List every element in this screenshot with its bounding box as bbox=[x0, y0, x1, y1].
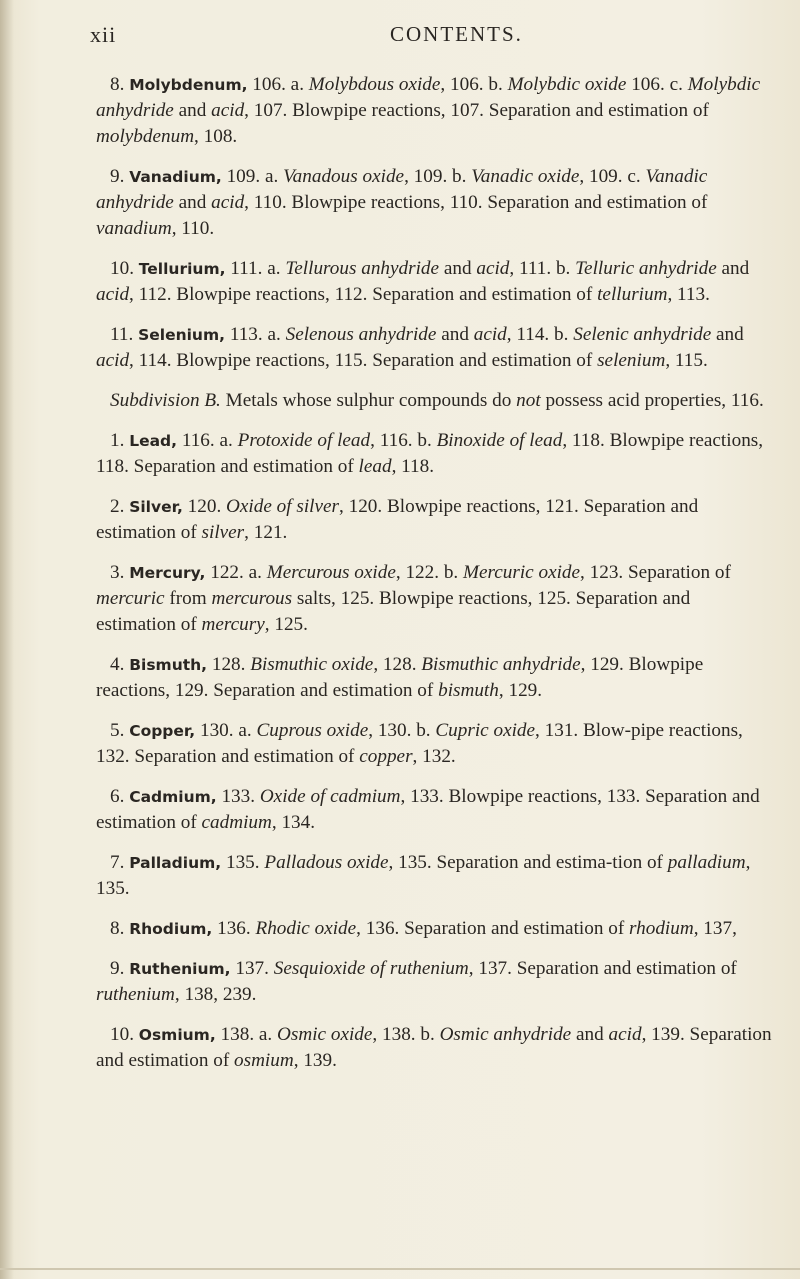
entry-text: , 111. b. bbox=[509, 258, 576, 279]
entry-text: , 120. Blowpipe reactions, 121. Separation and estimation of bbox=[96, 496, 699, 543]
entry-heading: Lead, bbox=[129, 432, 178, 450]
entry-italic-text: Palladous oxide bbox=[264, 852, 389, 873]
entry-text: , 139. Separation and estimation of bbox=[96, 1024, 772, 1071]
entry-text: and bbox=[571, 1024, 609, 1045]
entry-text: , 118. bbox=[391, 456, 435, 477]
entry-italic-text: mercuric bbox=[96, 588, 165, 609]
entry-italic-text: Vanadous oxide bbox=[283, 166, 405, 187]
entry-text: , 112. Blowpipe reactions, 112. Separation and estimation of bbox=[129, 284, 598, 305]
entry-text: , 114. Blowpipe reactions, 115. Separation and estimation of bbox=[129, 350, 598, 371]
entry-italic-text: acid bbox=[96, 350, 130, 371]
entry-text: 6. bbox=[110, 786, 130, 807]
contents-entry bbox=[96, 784, 772, 836]
entry-text: , 130. b. bbox=[368, 720, 436, 741]
entry-italic-text: Oxide of cadmium bbox=[259, 786, 401, 807]
entry-text: , 121. bbox=[244, 522, 288, 543]
entry-text: 137. bbox=[230, 958, 274, 979]
entry-italic-text: bismuth bbox=[438, 680, 499, 701]
entry-heading: Tellurium, bbox=[138, 260, 226, 278]
entry-text: 10. bbox=[110, 1024, 139, 1045]
entry-text: , 114. b. bbox=[506, 324, 574, 345]
entry-italic-text: copper bbox=[359, 746, 413, 767]
entry-text: , 116. b. bbox=[370, 430, 437, 451]
entry-text: Metals whose sulphur compounds do bbox=[220, 390, 517, 411]
entry-text: 113. a. bbox=[225, 324, 286, 345]
entry-text: and bbox=[436, 324, 474, 345]
entry-text: , 136. Separation and estimation of bbox=[356, 918, 630, 939]
entry-heading: Selenium, bbox=[138, 326, 226, 344]
entry-text: , 132. bbox=[412, 746, 456, 767]
entry-text: 2. bbox=[110, 496, 130, 517]
entry-text: , 128. bbox=[373, 654, 422, 675]
entry-text: , 129. Blowpipe reactions, 129. Separation and estimation of bbox=[96, 654, 704, 701]
entry-text: 3. bbox=[110, 562, 130, 583]
entry-text: possess acid properties, 116. bbox=[540, 390, 764, 411]
entry-text: , 139. bbox=[293, 1050, 337, 1071]
entry-text: 11. bbox=[110, 324, 139, 345]
entry-italic-text: vanadium bbox=[96, 218, 172, 239]
entry-italic-text: Selenous anhydride bbox=[285, 324, 437, 345]
entry-heading: Cadmium, bbox=[129, 788, 217, 806]
entry-text: , 137, bbox=[693, 918, 737, 939]
entry-italic-text: Oxide of silver bbox=[226, 496, 339, 517]
entry-heading: Rhodium, bbox=[129, 920, 213, 938]
entry-text: 128. bbox=[207, 654, 251, 675]
entry-text: 122. a. bbox=[205, 562, 267, 583]
entry-text: 9. bbox=[110, 958, 130, 979]
entry-italic-text: ruthenium bbox=[96, 984, 175, 1005]
page-header bbox=[90, 22, 770, 52]
entry-text: 8. bbox=[110, 74, 130, 95]
entry-text: salts, 125. Blowpipe reactions, 125. Separation and estimation of bbox=[96, 588, 691, 635]
contents-entry bbox=[96, 256, 772, 308]
entry-heading: Vanadium, bbox=[129, 168, 222, 186]
entry-text: 136. bbox=[212, 918, 256, 939]
entry-text: 106. a. bbox=[247, 74, 309, 95]
contents-entry bbox=[96, 72, 772, 150]
entry-text: , 109. b. bbox=[404, 166, 472, 187]
entry-text: and bbox=[716, 258, 750, 279]
entry-text: 133. bbox=[216, 786, 260, 807]
contents-entry bbox=[96, 652, 772, 704]
entry-italic-text: acid bbox=[211, 192, 245, 213]
entry-text: 111. a. bbox=[225, 258, 286, 279]
contents-entry bbox=[96, 560, 772, 638]
contents-entry bbox=[96, 322, 772, 374]
entry-italic-text: acid bbox=[211, 100, 245, 121]
entry-italic-text: molybdenum bbox=[96, 126, 195, 147]
entry-italic-text: Cupric oxide bbox=[435, 720, 536, 741]
entry-text: , 109. c. bbox=[579, 166, 646, 187]
entry-italic-text: Molybdic oxide bbox=[507, 74, 627, 95]
entry-italic-text: Bismuthic oxide bbox=[250, 654, 374, 675]
entry-text: , 133. Blowpipe reactions, 133. Separation and estimation of bbox=[96, 786, 760, 833]
entry-heading: Palladium, bbox=[129, 854, 222, 872]
entry-text: , 106. b. bbox=[440, 74, 508, 95]
entry-text: 120. bbox=[182, 496, 227, 517]
entry-text: , 138, 239. bbox=[174, 984, 257, 1005]
contents-entry bbox=[96, 494, 772, 546]
entry-text: 9. bbox=[110, 166, 130, 187]
entry-italic-text: osmium bbox=[234, 1050, 294, 1071]
entry-text: and bbox=[711, 324, 744, 345]
entry-text: 7. bbox=[110, 852, 130, 873]
entry-italic-text: Osmic anhydride bbox=[439, 1024, 572, 1045]
entry-text: , 138. b. bbox=[372, 1024, 440, 1045]
entry-italic-text: Bismuthic anhydride bbox=[421, 654, 581, 675]
entry-italic-text: mercurous bbox=[211, 588, 293, 609]
entry-text: from bbox=[164, 588, 212, 609]
entry-text: 109. a. bbox=[221, 166, 284, 187]
contents-entry bbox=[96, 388, 772, 414]
contents-entry bbox=[96, 916, 772, 942]
entry-italic-text: Sesquioxide of ruthenium bbox=[273, 958, 469, 979]
entry-italic-text: Molybdous oxide bbox=[308, 74, 441, 95]
entry-text: , 107. Blowpipe reactions, 107. Separation and estimation of bbox=[244, 100, 709, 121]
entry-italic-text: not bbox=[516, 390, 541, 411]
entry-text: , 135. bbox=[96, 852, 751, 899]
entry-italic-text: Rhodic oxide bbox=[255, 918, 357, 939]
running-title: CONTENTS. bbox=[390, 22, 523, 46]
entry-text: , 115. bbox=[665, 350, 708, 371]
entry-text: 5. bbox=[110, 720, 130, 741]
entry-text: 130. a. bbox=[195, 720, 257, 741]
contents-entry bbox=[96, 850, 772, 902]
entry-text: 138. a. bbox=[215, 1024, 278, 1045]
entry-text: , 135. Separation and estima-tion of bbox=[388, 852, 668, 873]
entry-italic-text: Selenic anhydride bbox=[573, 324, 712, 345]
contents-entry bbox=[96, 956, 772, 1008]
entry-italic-text: Mercuric oxide bbox=[463, 562, 581, 583]
entry-text: , 122. b. bbox=[395, 562, 464, 583]
entry-text: , 118. Blowpipe reactions, 118. Separation and estimation of bbox=[96, 430, 764, 477]
entry-italic-text: acid bbox=[96, 284, 130, 305]
entry-italic-text: Molybdic anhydride bbox=[96, 74, 761, 121]
entry-italic-text: acid bbox=[476, 258, 510, 279]
entry-text: 116. a. bbox=[177, 430, 238, 451]
entry-italic-text: Mercurous oxide bbox=[266, 562, 396, 583]
entry-text: and bbox=[173, 192, 212, 213]
contents-entry bbox=[96, 428, 772, 480]
entry-italic-text: Cuprous oxide bbox=[256, 720, 369, 741]
entry-text: 106. c. bbox=[626, 74, 688, 95]
contents-list bbox=[96, 72, 772, 1088]
entry-text: , 134. bbox=[271, 812, 316, 833]
entry-italic-text: Protoxide of lead bbox=[237, 430, 371, 451]
entry-text: , 123. Separation of bbox=[580, 562, 731, 583]
entry-text: , 137. Separation and estimation of bbox=[468, 958, 737, 979]
entry-text: , 131. Blow-pipe reactions, 132. Separation and estimation of bbox=[96, 720, 743, 767]
entry-italic-text: Binoxide of lead bbox=[436, 430, 563, 451]
entry-text: , 110. Blowpipe reactions, 110. Separation and estimation of bbox=[244, 192, 708, 213]
entry-text: 10. bbox=[110, 258, 139, 279]
entry-italic-text: selenium bbox=[597, 350, 666, 371]
entry-text: 1. bbox=[110, 430, 130, 451]
entry-heading: Mercury, bbox=[129, 564, 206, 582]
entry-italic-text: Vanadic anhydride bbox=[96, 166, 708, 213]
entry-text: , 113. bbox=[667, 284, 710, 305]
entry-text: , 110. bbox=[171, 218, 215, 239]
entry-italic-text: rhodium bbox=[629, 918, 694, 939]
entry-italic-text: tellurium bbox=[597, 284, 668, 305]
entry-italic-text: Osmic oxide bbox=[277, 1024, 373, 1045]
entry-italic-text: cadmium bbox=[201, 812, 272, 833]
contents-entry bbox=[96, 164, 772, 242]
entry-italic-text: palladium bbox=[667, 852, 746, 873]
entry-text: and bbox=[439, 258, 477, 279]
contents-entry bbox=[96, 1022, 772, 1074]
entry-text: 4. bbox=[110, 654, 130, 675]
entry-italic-text: lead bbox=[358, 456, 392, 477]
entry-text: 8. bbox=[110, 918, 130, 939]
entry-italic-text: Vanadic oxide bbox=[471, 166, 580, 187]
entry-heading: Silver, bbox=[129, 498, 183, 516]
contents-entry bbox=[96, 718, 772, 770]
entry-italic-text: mercury bbox=[201, 614, 265, 635]
entry-italic-text: Subdivision B. bbox=[110, 390, 221, 411]
entry-heading: Ruthenium, bbox=[129, 960, 231, 978]
binding-shadow bbox=[0, 0, 14, 1279]
page-bottom-edge bbox=[0, 1268, 800, 1270]
entry-heading: Osmium, bbox=[138, 1026, 216, 1044]
entry-italic-text: acid bbox=[473, 324, 507, 345]
entry-italic-text: acid bbox=[608, 1024, 642, 1045]
entry-heading: Copper, bbox=[129, 722, 196, 740]
page-number: xii bbox=[90, 22, 117, 47]
entry-heading: Molybdenum, bbox=[129, 76, 248, 94]
entry-text: , 108. bbox=[194, 126, 238, 147]
entry-heading: Bismuth, bbox=[129, 656, 208, 674]
entry-italic-text: Telluric anhydride bbox=[575, 258, 717, 279]
entry-text: , 129. bbox=[498, 680, 543, 701]
entry-text: , 125. bbox=[264, 614, 308, 635]
entry-italic-text: Tellurous anhydride bbox=[285, 258, 440, 279]
entry-text: 135. bbox=[221, 852, 265, 873]
entry-text: and bbox=[173, 100, 212, 121]
entry-italic-text: silver bbox=[201, 522, 245, 543]
